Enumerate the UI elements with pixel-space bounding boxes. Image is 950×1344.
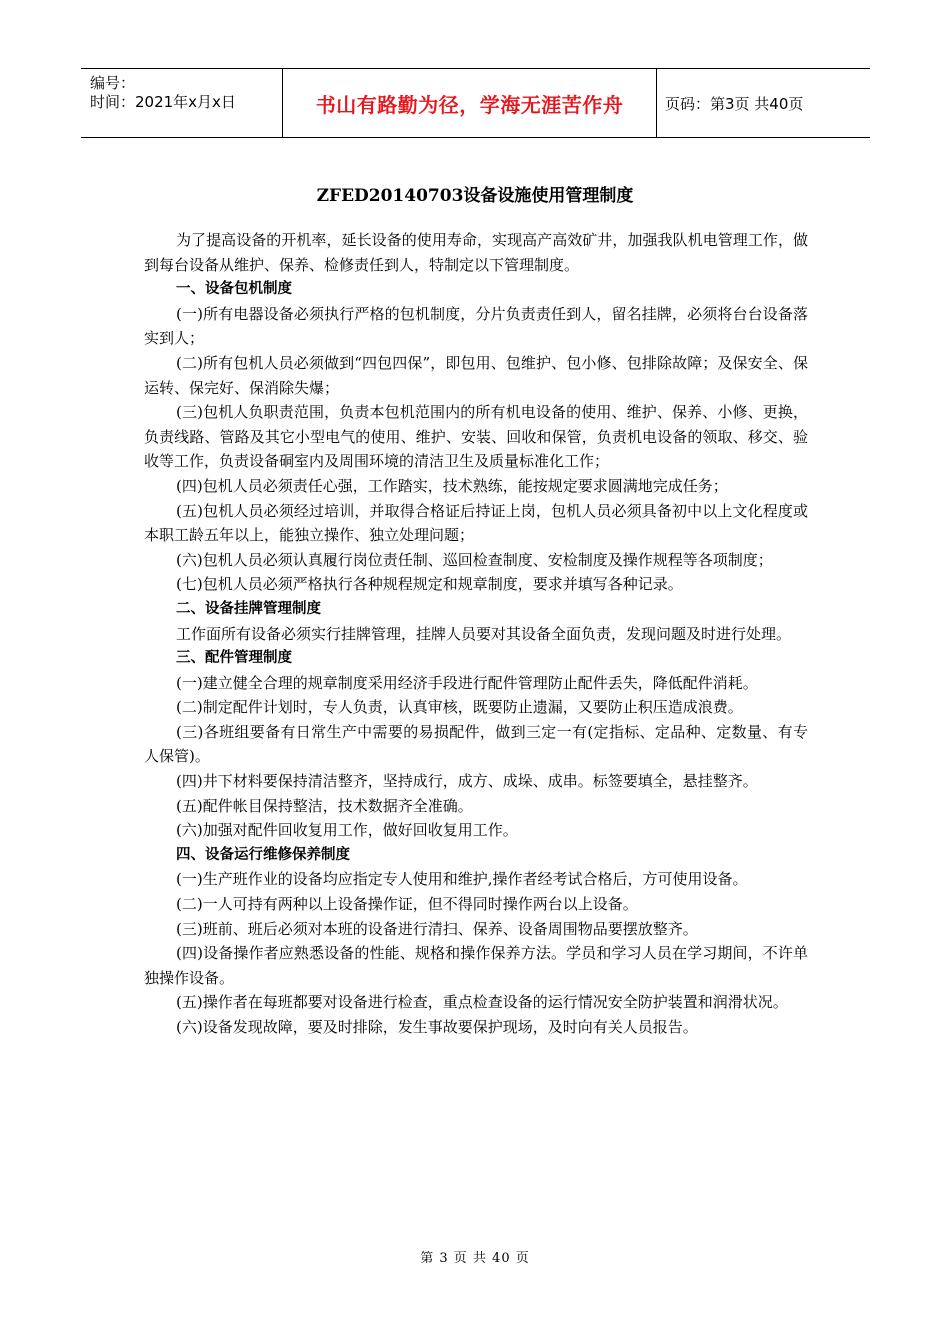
document-number-label: 编号： [90,74,136,92]
body-paragraph: (四)井下材料要保持清洁整齐，坚持成行，成方、成垛、成串。标签要填全，悬挂整齐。 [176,772,758,791]
body-paragraph: (二)所有包机人员必须做到“四包四保”，即包用、包维护、包小修、包排除故障；及保安全、保运转、保完好、保消除失爆； [144,353,808,397]
body-paragraph: (五)操作者在每班都要对设备进行检查，重点检查设备的运行情况安全防护装置和润滑状况。 [176,993,788,1012]
body-paragraph: (一)所有电器设备必须执行严格的包机制度，分片负责责任到人，留名挂牌，必须将台台设备落实到人； [144,304,808,348]
body-paragraph: (三)班前、班后必须对本班的设备进行清扫、保养、设备周围物品要摆放整齐。 [176,919,698,938]
body-paragraph: (五)配件帐目保持整洁，技术数据齐全准确。 [176,796,473,815]
section-heading: 四、设备运行维修保养制度 [176,846,350,863]
header-divider [656,69,657,137]
header-meta [81,69,282,137]
document-date: 时间：2021年x月x日 [90,93,236,111]
body-paragraph: (三)包机人负职责范围，负责本包机范围内的所有机电设备的使用、维护、保养、小修、更换，负责线路、管路及其它小型电气的使用、维护、安装、回收和保管，负责机电设备的领取、移交、验收等工作，负责设备硐室内及周围环境的清洁卫生及质量标准化工作； [144,403,808,471]
body-paragraph: (二)制定配件计划时，专人负责，认真审核，既要防止遗漏，又要防止积压造成浪费。 [176,698,743,717]
body-paragraph: (四)包机人员必须责任心强，工作踏实，技术熟练，能按规定要求圆满地完成任务； [176,476,728,495]
body-paragraph: (一)生产班作业的设备均应指定专人使用和维护,操作者经考试合格后，方可使用设备。 [176,870,748,889]
body-paragraph: (六)加强对配件回收复用工作，做好回收复用工作。 [176,821,518,840]
header-page-info: 页码：第3页 共40页 [665,94,804,113]
body-paragraph: (一)建立健全合理的规章制度采用经济手段进行配件管理防止配件丢失，降低配件消耗。 [176,673,758,692]
body-paragraph: (五)包机人员必须经过培训，并取得合格证后持证上岗，包机人员必须具备初中以上文化程度或本职工龄五年以上，能独立操作、独立处理问题； [144,501,808,545]
header-motto: 书山有路勤为径，学海无涯苦作舟 [315,92,624,117]
section-heading: 一、设备包机制度 [176,281,292,298]
body-paragraph: (六)设备发现故障，要及时排除，发生事故要保护现场，及时向有关人员报告。 [176,1018,698,1036]
section-heading: 三、配件管理制度 [176,650,292,667]
body-paragraph: (三)各班组要备有日常生产中需要的易损配件，做到三定一有(定指标、定品种、定数量、有专人保管)。 [144,722,808,766]
body-paragraph: (七)包机人员必须严格执行各种规程规定和规章制度，要求并填写各种记录。 [176,575,683,594]
document-body [144,228,808,1040]
page-footer: 第 3 页 共 40 页 [420,1251,530,1266]
body-paragraph: (六)包机人员必须认真履行岗位责任制、巡回检查制度、安检制度及操作规程等各项制度； [176,550,773,569]
body-paragraph: (二)一人可持有两种以上设备操作证，但不得同时操作两台以上设备。 [176,895,638,914]
body-paragraph: 为了提高设备的开机率，延长设备的使用寿命，实现高产高效矿井，加强我队机电管理工作，做到每台设备从维护、保养、检修责任到人，特制定以下管理制度。 [144,231,808,274]
document-title: ZFED20140703设备设施使用管理制度 [316,186,634,206]
body-paragraph: (四)设备操作者应熟悉设备的性能、规格和操作保养方法。学员和学习人员在学习期间，不许单独操作设备。 [144,944,808,987]
section-heading: 二、设备挂牌管理制度 [176,600,321,617]
body-paragraph: 工作面所有设备必须实行挂牌管理，挂牌人员要对其设备全面负责，发现问题及时进行处理。 [176,624,792,643]
header-table [81,68,870,138]
